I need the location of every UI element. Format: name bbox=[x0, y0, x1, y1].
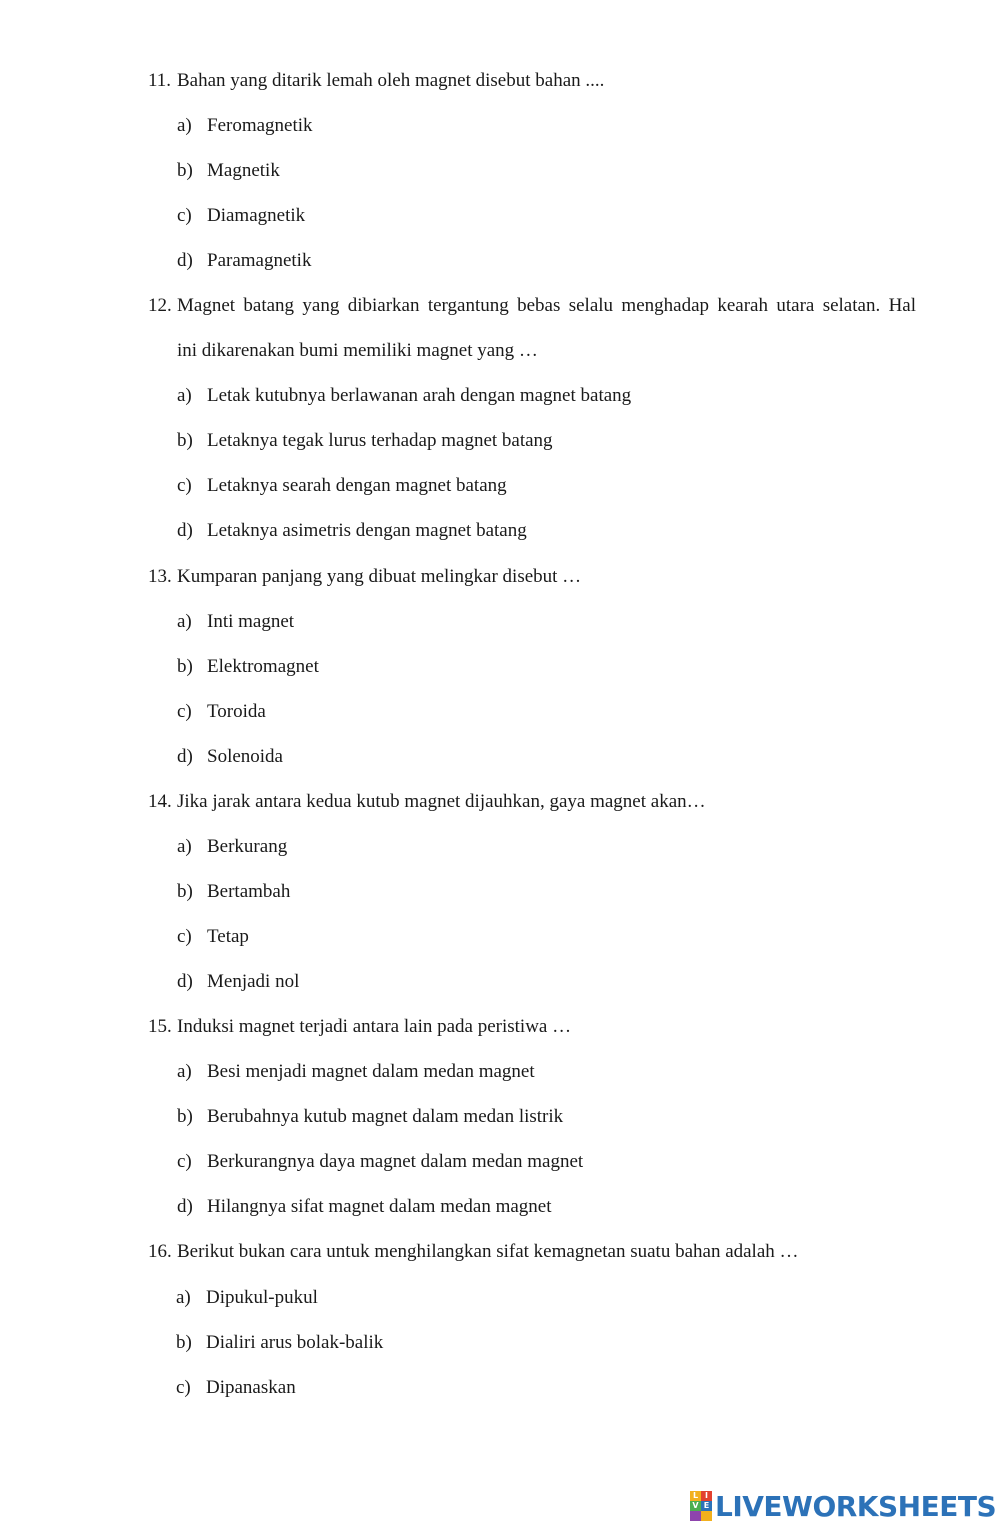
question-13-number: 13. bbox=[148, 566, 172, 587]
badge-letter: V bbox=[690, 1501, 701, 1511]
option-letter: b) bbox=[177, 881, 193, 902]
option-letter: b) bbox=[177, 160, 193, 181]
option-letter: b) bbox=[176, 1332, 192, 1353]
question-13-text: Kumparan panjang yang dibuat melingkar disebut … bbox=[177, 566, 582, 587]
option-text: Paramagnetik bbox=[207, 250, 312, 271]
question-14-number: 14. bbox=[148, 791, 172, 812]
option-text: Besi menjadi magnet dalam medan magnet bbox=[207, 1061, 535, 1082]
option-text: Elektromagnet bbox=[207, 656, 319, 677]
option-text: Magnetik bbox=[207, 160, 280, 181]
option-text: Berkurangnya daya magnet dalam medan magnet bbox=[207, 1151, 584, 1172]
option-text: Letak kutubnya berlawanan arah dengan magnet batang bbox=[207, 385, 632, 406]
option-letter: d) bbox=[177, 971, 193, 992]
option-letter: c) bbox=[176, 1377, 191, 1398]
option-letter: d) bbox=[177, 746, 193, 767]
option-letter: b) bbox=[177, 1106, 193, 1127]
option-text: Diamagnetik bbox=[207, 205, 306, 226]
option-letter: d) bbox=[177, 520, 193, 541]
question-16-text: Berikut bukan cara untuk menghilangkan sifat kemagnetan suatu bahan adalah … bbox=[177, 1241, 799, 1262]
option-letter: a) bbox=[177, 611, 192, 632]
option-letter: a) bbox=[176, 1287, 191, 1308]
option-letter: c) bbox=[177, 205, 192, 226]
option-text: Berkurang bbox=[207, 836, 288, 857]
option-letter: c) bbox=[177, 926, 192, 947]
option-letter: a) bbox=[177, 1061, 192, 1082]
question-12-text-line-1: Magnet batang yang dibiarkan tergantung bebas selalu menghadap kearah utara selatan. Hal bbox=[177, 295, 916, 316]
option-letter: c) bbox=[177, 701, 192, 722]
option-text: Dialiri arus bolak-balik bbox=[206, 1332, 384, 1353]
question-11-text: Bahan yang ditarik lemah oleh magnet disebut bahan .... bbox=[177, 70, 605, 91]
option-text: Inti magnet bbox=[207, 611, 295, 632]
option-text: Letaknya tegak lurus terhadap magnet batang bbox=[207, 430, 553, 451]
option-text: Letaknya searah dengan magnet batang bbox=[207, 475, 507, 496]
option-letter: c) bbox=[177, 475, 192, 496]
question-11-number: 11. bbox=[148, 70, 172, 91]
question-15-number: 15. bbox=[148, 1016, 172, 1037]
option-text: Bertambah bbox=[207, 881, 291, 902]
badge-letter: L bbox=[690, 1491, 701, 1501]
liveworksheets-brand-text: LIVEWORKSHEETS bbox=[715, 1489, 997, 1523]
question-16-number: 16. bbox=[148, 1241, 172, 1262]
option-text: Toroida bbox=[207, 701, 266, 722]
option-text: Dipanaskan bbox=[206, 1377, 296, 1398]
option-text: Tetap bbox=[207, 926, 249, 947]
option-letter: a) bbox=[177, 836, 192, 857]
badge-letter: I bbox=[701, 1491, 712, 1501]
option-letter: d) bbox=[177, 1196, 193, 1217]
option-letter: b) bbox=[177, 430, 193, 451]
option-letter: b) bbox=[177, 656, 193, 677]
option-letter: a) bbox=[177, 385, 192, 406]
question-14-text: Jika jarak antara kedua kutub magnet dijauhkan, gaya magnet akan… bbox=[177, 791, 706, 812]
question-12-number: 12. bbox=[148, 295, 172, 316]
option-text: Berubahnya kutub magnet dalam medan listrik bbox=[207, 1106, 564, 1127]
option-text: Dipukul-pukul bbox=[206, 1287, 318, 1308]
question-12-text-line-2: ini dikarenakan bumi memiliki magnet yang … bbox=[177, 340, 538, 361]
option-letter: d) bbox=[177, 250, 193, 271]
badge-letter: E bbox=[701, 1501, 712, 1511]
liveworksheets-badge-icon bbox=[690, 1491, 712, 1521]
option-text: Letaknya asimetris dengan magnet batang bbox=[207, 520, 527, 541]
option-text: Feromagnetik bbox=[207, 115, 313, 136]
option-letter: a) bbox=[177, 115, 192, 136]
option-text: Menjadi nol bbox=[207, 971, 300, 992]
question-15-text: Induksi magnet terjadi antara lain pada peristiwa … bbox=[177, 1016, 572, 1037]
liveworksheets-logo[interactable] bbox=[690, 1488, 996, 1524]
option-text: Hilangnya sifat magnet dalam medan magnet bbox=[207, 1196, 552, 1217]
option-text: Solenoida bbox=[207, 746, 283, 767]
option-letter: c) bbox=[177, 1151, 192, 1172]
